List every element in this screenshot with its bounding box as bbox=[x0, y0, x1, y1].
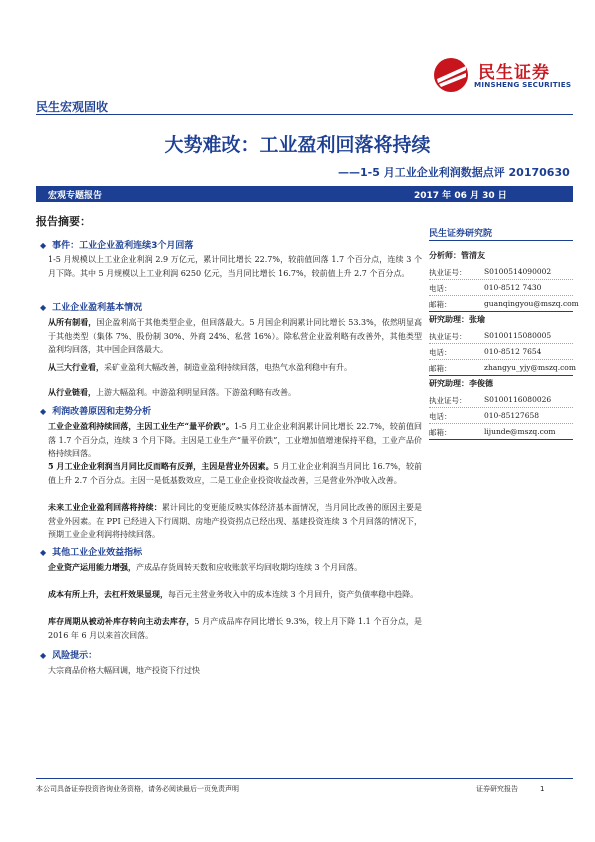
cert-label: 执业证号： bbox=[429, 268, 467, 277]
sidebar-divider bbox=[429, 240, 573, 241]
cert-label: 执业证号： bbox=[429, 396, 467, 405]
email-label: 邮箱： bbox=[429, 364, 452, 373]
section-basic-title: ◆ 工业企业盈利基本情况 bbox=[40, 303, 143, 313]
row-divider bbox=[429, 295, 573, 296]
triangle-bullet-icon: ◆ bbox=[40, 241, 47, 250]
cert-label: 执业证号： bbox=[429, 332, 467, 341]
risk-paragraph: 大宗商品价格大幅回调，地产投资下行过快 bbox=[48, 666, 200, 675]
triangle-bullet-icon: ◆ bbox=[40, 548, 47, 557]
row-divider bbox=[429, 343, 573, 344]
row-divider bbox=[429, 407, 573, 408]
ownership-paragraph: 从所有制看，国企盈利高于其他类型企业，但回落最大。5 月国企利润累计同比增长 53.3%，依然明显高于其他类型（集体 7%、股份制 30%、外商 24%、私营 16%）。除私营企业盈利略有改善外，其他类型盈利均回落，其中国企回落最大。 bbox=[48, 317, 422, 355]
row-divider bbox=[429, 359, 573, 360]
triangle-bullet-icon: ◆ bbox=[40, 651, 47, 660]
assistant-role: 研究助理：李俊德 bbox=[429, 379, 493, 388]
cause-paragraph-3: 未来工业企业盈利回落将持续：累计同比的变更能反映实体经济基本面情况，当月同比改善的原因主要是营业外因素。在 PPI 已经进入下行周期、房地产投资拐点已经出现、基建投资连续 3 个月回落的情况下，预期工业企业利润将持续回落。 bbox=[48, 502, 423, 540]
report-type: 宏观专题报告 bbox=[48, 191, 103, 201]
summary-heading: 报告摘要： bbox=[36, 215, 91, 228]
report-date: 2017 年 06 月 30 日 bbox=[414, 191, 507, 201]
email-link[interactable]: zhangyu_yjy@mszq.com bbox=[484, 363, 576, 372]
email-link[interactable]: guanqingyou@mszq.com bbox=[484, 299, 579, 308]
page-number: 1 bbox=[540, 785, 545, 793]
triangle-bullet-icon: ◆ bbox=[40, 303, 47, 312]
cause-paragraph-2: 5 月工业企业利润当月同比反而略有反弹，主因是营业外因素。5 月工业企业利润当月同比 16.7%，较前值上升 2.7 个百分点。主因一是低基数效应，二是工业企业投资收益改善，三是营业外净收入改善。 bbox=[48, 461, 422, 485]
page-title: 大势难改：工业盈利回落将持续 bbox=[164, 134, 431, 156]
assistant-role: 研究助理：张瑜 bbox=[429, 315, 485, 324]
cert-value: S0100514090002 bbox=[484, 267, 552, 276]
logo-chinese-name: 民生证券 bbox=[478, 63, 550, 83]
phone-value: 010-8512 7654 bbox=[484, 347, 542, 356]
phone-label: 电话： bbox=[429, 412, 452, 421]
analyst-role: 分析师：管清友 bbox=[429, 251, 485, 260]
row-divider bbox=[429, 279, 573, 280]
cert-value: S0100115080005 bbox=[484, 331, 552, 340]
research-institute: 民生证券研究院 bbox=[429, 229, 493, 239]
other-paragraph-3: 库存周期从被动补库存转向主动去库存，5 月产成品库存同比增长 9.3%，较上月下降 1.1 个百分点，是 2016 年 6 月以来首次回落。 bbox=[48, 616, 422, 640]
sidebar-divider bbox=[429, 311, 573, 312]
sidebar-divider bbox=[429, 439, 573, 440]
section-other-title: ◆ 其他工业企业效益指标 bbox=[40, 548, 143, 558]
email-label: 邮箱： bbox=[429, 300, 452, 309]
footer-divider bbox=[36, 778, 573, 779]
report-series: 民生宏观固收 bbox=[36, 100, 109, 114]
section-cause-title: ◆ 利润改善原因和走势分析 bbox=[40, 407, 152, 417]
section-event-title: ◆ 事件：工业企业盈利连续3个月回落 bbox=[40, 241, 194, 251]
cause-paragraph-1: 工业企业盈利持续回落，主因工业生产“量平价跌”。1-5 月工业企业利润累计同比增长 22.7%，较前值回落 1.7 个百分点，连续 3 个月下降。主因是工业生产“量平价跌”，工业增加值增速保持平稳，工业产品价格持续回落。 bbox=[48, 421, 422, 459]
cert-value: S0100116080026 bbox=[484, 395, 552, 404]
logo-english-name: MINSHENG SECURITIES bbox=[474, 80, 572, 89]
sidebar-divider bbox=[429, 375, 573, 376]
email-label: 邮箱： bbox=[429, 428, 452, 437]
section-risk-title: ◆ 风险提示： bbox=[40, 651, 98, 661]
header-divider bbox=[36, 114, 573, 115]
triangle-bullet-icon: ◆ bbox=[40, 407, 47, 416]
minsheng-logo-icon bbox=[432, 56, 472, 94]
other-paragraph-1: 企业资产运用能力增强，产成品存货周转天数和应收账款平均回收期均连续 3 个月回落。 bbox=[48, 562, 363, 572]
phone-label: 电话： bbox=[429, 348, 452, 357]
footer-disclaimer: 本公司具备证券投资咨询业务资格，请务必阅读最后一页免责声明 bbox=[36, 785, 239, 793]
other-paragraph-2: 成本有所上升，去杠杆效果显现，每百元主营业务收入中的成本连续 3 个月回升，资产负债率稳中趋降。 bbox=[48, 589, 419, 599]
chain-paragraph: 从行业链看，上游大幅盈利。中游盈利明显回落。下游盈利略有改善。 bbox=[48, 387, 296, 397]
phone-value: 010-8512 7430 bbox=[484, 283, 542, 292]
industry-paragraph: 从三大行业看，采矿业盈利大幅改善，制造业盈利持续回落，电热气水盈利稳中有升。 bbox=[48, 362, 352, 372]
row-divider bbox=[429, 423, 573, 424]
page-subtitle: ——1-5 月工业企业利润数据点评 20170630 bbox=[338, 166, 570, 179]
event-paragraph: 1-5 月规模以上工业企业利润 2.9 万亿元，累计同比增长 22.7%，较前值回落 1.7 个百分点，连续 3 个月下降。其中 5 月规模以上工业利润 6250 亿元，当月同比增长 16.7%，较前值上升 2.7 个百分点。 bbox=[48, 255, 422, 278]
phone-value: 010-85127658 bbox=[484, 411, 540, 420]
phone-label: 电话： bbox=[429, 284, 452, 293]
email-link[interactable]: lijunde@mszq.com bbox=[484, 427, 556, 436]
footer-label: 证券研究报告 1 bbox=[476, 785, 545, 793]
